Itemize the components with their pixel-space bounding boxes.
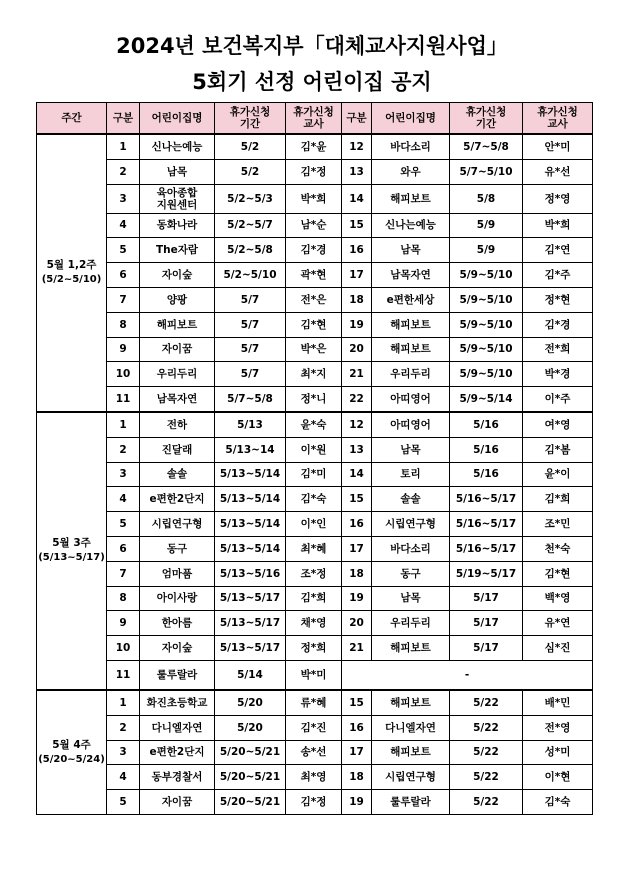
cell-teacher: 윤*이 [523,462,593,487]
cell-teacher: 안*미 [523,134,593,159]
cell-center: e편한2단지 [140,487,215,512]
cell-center: The자람 [140,238,215,263]
week-title: 5월 4주 [52,738,91,751]
cell-teacher: 최*영 [286,765,342,790]
cell-period: 5/20 [215,715,286,740]
table-row [37,159,593,184]
cell-teacher: 채*영 [286,611,342,636]
cell-period: 5/13~5/17 [215,611,286,636]
cell-center: 자이숲 [140,636,215,661]
cell-center: 자이꿈 [140,790,215,815]
cell-center: 전하 [140,412,215,437]
cell-period: 5/13~5/17 [215,586,286,611]
cell-center: 우리두리 [372,611,450,636]
header-no-2: 구분 [342,103,372,135]
cell-period: 5/17 [450,611,523,636]
cell-teacher: 여*영 [523,412,593,437]
table-row [37,586,593,611]
cell-no: 22 [342,387,372,412]
cell-period: 5/22 [450,790,523,815]
cell-center: 해피보트 [372,740,450,765]
cell-center: 해피보트 [372,337,450,362]
cell-period: 5/16~5/17 [450,512,523,537]
table-row [37,337,593,362]
cell-period: 5/22 [450,740,523,765]
cell-no: 2 [107,715,140,740]
table-row [37,561,593,586]
cell-teacher: 박*희 [286,184,342,213]
cell-teacher: 정*희 [286,636,342,661]
cell-center: 남목 [372,437,450,462]
cell-center: e편한2단지 [140,740,215,765]
table-row [37,636,593,661]
cell-center: 토리 [372,462,450,487]
cell-teacher: 김*숙 [286,487,342,512]
cell-teacher: 이*현 [523,765,593,790]
cell-no: 11 [107,387,140,412]
table-row [37,362,593,387]
cell-teacher: 윤*숙 [286,412,342,437]
cell-teacher: 김*주 [523,263,593,288]
selection-table [36,102,593,815]
cell-no: 8 [107,312,140,337]
cell-no: 4 [107,213,140,238]
cell-teacher: 김*경 [523,312,593,337]
table-row [37,611,593,636]
cell-period: 5/2~5/8 [215,238,286,263]
header-teacher-2: 휴가신청 교사 [523,103,593,135]
cell-center: 아띠영어 [372,387,450,412]
cell-period: 5/9~5/10 [450,337,523,362]
cell-period: 5/9~5/10 [450,263,523,288]
cell-teacher: 정*니 [286,387,342,412]
header-period-2: 휴가신청 기간 [450,103,523,135]
table-row [37,715,593,740]
cell-period: 5/22 [450,715,523,740]
table-row [37,462,593,487]
cell-period: 5/20~5/21 [215,740,286,765]
table-row [37,765,593,790]
cell-center: 신나는예능 [140,134,215,159]
table-row [37,740,593,765]
cell-teacher: 조*정 [286,561,342,586]
cell-no: 14 [342,462,372,487]
cell-teacher: 전*희 [523,337,593,362]
cell-center: 시립연구형 [140,512,215,537]
cell-center: 한아름 [140,611,215,636]
cell-center: 다니엘자연 [372,715,450,740]
cell-no: 19 [342,586,372,611]
cell-period: 5/13~5/14 [215,512,286,537]
week-label [37,412,107,690]
cell-center: 솔솔 [372,487,450,512]
cell-period: 5/9~5/10 [450,312,523,337]
table-header-row [37,103,593,135]
empty-cell-dash: - [342,660,593,690]
cell-period: 5/20~5/21 [215,790,286,815]
cell-center: 솔솔 [140,462,215,487]
cell-no: 7 [107,561,140,586]
cell-center: 해피보트 [372,312,450,337]
cell-period: 5/7 [215,312,286,337]
cell-period: 5/8 [450,184,523,213]
cell-center: 양팡 [140,287,215,312]
cell-no: 2 [107,159,140,184]
cell-no: 10 [107,362,140,387]
cell-teacher: 박*경 [523,362,593,387]
cell-period: 5/13 [215,412,286,437]
cell-teacher: 정*영 [523,184,593,213]
cell-no: 2 [107,437,140,462]
notice-title-line2: 5회기 선정 어린이집 공지 [192,70,432,94]
cell-teacher: 송*선 [286,740,342,765]
cell-no: 15 [342,690,372,715]
notice-title-line1: 2024년 보건복지부「대체교사지원사업」 [116,34,508,58]
cell-teacher: 김*희 [523,487,593,512]
cell-teacher: 김*봄 [523,437,593,462]
table-row [37,184,593,213]
cell-period: 5/16 [450,462,523,487]
cell-teacher: 김*진 [286,715,342,740]
cell-no: 12 [342,412,372,437]
cell-teacher: 김*정 [286,790,342,815]
cell-teacher: 조*민 [523,512,593,537]
cell-period: 5/13~14 [215,437,286,462]
cell-teacher: 유*선 [523,159,593,184]
cell-center: 진달래 [140,437,215,462]
cell-center: 시립연구형 [372,512,450,537]
week-period: (5/2~5/10) [41,274,102,286]
cell-center: e편한세상 [372,287,450,312]
cell-no: 6 [107,263,140,288]
week-label [37,134,107,412]
cell-no: 5 [107,790,140,815]
cell-period: 5/7 [215,362,286,387]
cell-center: 바다소리 [372,536,450,561]
cell-teacher: 천*숙 [523,536,593,561]
cell-period: 5/2 [215,134,286,159]
cell-no: 13 [342,437,372,462]
cell-center: 룰루랄라 [372,790,450,815]
cell-center: 우리두리 [372,362,450,387]
cell-teacher: 유*연 [523,611,593,636]
table-row [37,213,593,238]
cell-center: 동부경찰서 [140,765,215,790]
cell-teacher: 김*정 [286,159,342,184]
cell-teacher: 백*영 [523,586,593,611]
cell-teacher: 김*현 [286,312,342,337]
cell-no: 14 [342,184,372,213]
cell-teacher: 박*희 [523,213,593,238]
cell-no: 10 [107,636,140,661]
header-no: 구분 [107,103,140,135]
cell-teacher: 김*윤 [286,134,342,159]
cell-center: 육아종합 지원센터 [140,184,215,213]
cell-period: 5/17 [450,636,523,661]
cell-center: 화진초등학교 [140,690,215,715]
cell-center: 남목자연 [140,387,215,412]
cell-period: 5/13~5/14 [215,487,286,512]
cell-no: 12 [342,134,372,159]
cell-period: 5/14 [215,660,286,690]
cell-period: 5/17 [450,586,523,611]
cell-period: 5/2 [215,159,286,184]
cell-center: 동화나라 [140,213,215,238]
cell-no: 18 [342,561,372,586]
cell-period: 5/13~5/17 [215,636,286,661]
cell-center: 엄마품 [140,561,215,586]
cell-center: 다니엘자연 [140,715,215,740]
cell-no: 18 [342,287,372,312]
cell-center: 동구 [372,561,450,586]
week-label [37,690,107,814]
cell-teacher: 김*희 [286,586,342,611]
cell-period: 5/7 [215,287,286,312]
cell-teacher: 정*현 [523,287,593,312]
cell-period: 5/20~5/21 [215,765,286,790]
header-teacher: 휴가신청 교사 [286,103,342,135]
week-title: 5월 1,2주 [46,259,97,272]
cell-period: 5/13~5/16 [215,561,286,586]
table-row [37,512,593,537]
cell-period: 5/16 [450,437,523,462]
cell-teacher: 김*경 [286,238,342,263]
cell-period: 5/19~5/17 [450,561,523,586]
cell-teacher: 곽*현 [286,263,342,288]
week-title: 5월 3주 [52,537,91,550]
cell-teacher: 이*원 [286,437,342,462]
cell-center: 룰루랄라 [140,660,215,690]
table-row [37,238,593,263]
cell-no: 3 [107,740,140,765]
cell-center: 남목 [140,159,215,184]
cell-period: 5/13~5/14 [215,536,286,561]
week-period: (5/20~5/24) [38,753,105,765]
table-row [37,134,593,159]
cell-period: 5/22 [450,690,523,715]
cell-teacher: 김*미 [286,462,342,487]
cell-no: 19 [342,790,372,815]
cell-teacher: 남*순 [286,213,342,238]
cell-period: 5/9 [450,213,523,238]
cell-center: 와우 [372,159,450,184]
cell-center: 해피보트 [372,636,450,661]
cell-period: 5/7 [215,337,286,362]
table-row [37,536,593,561]
cell-no: 17 [342,536,372,561]
header-center-2: 어린이집명 [372,103,450,135]
cell-period: 5/9 [450,238,523,263]
header-center: 어린이집명 [140,103,215,135]
cell-no: 15 [342,213,372,238]
week-period: (5/13~5/17) [38,552,105,564]
cell-no: 11 [107,660,140,690]
cell-no: 16 [342,238,372,263]
cell-no: 8 [107,586,140,611]
cell-center: 아띠영어 [372,412,450,437]
cell-center: 해피보트 [372,690,450,715]
table-row [37,387,593,412]
cell-no: 16 [342,512,372,537]
cell-teacher: 전*은 [286,287,342,312]
cell-center: 자이꿈 [140,337,215,362]
cell-no: 4 [107,765,140,790]
cell-no: 21 [342,636,372,661]
table-row [37,660,593,690]
cell-center: 해피보트 [140,312,215,337]
cell-teacher: 박*은 [286,337,342,362]
cell-period: 5/16 [450,412,523,437]
cell-teacher: 김*숙 [523,790,593,815]
cell-teacher: 김*연 [523,238,593,263]
cell-teacher: 김*현 [523,561,593,586]
cell-period: 5/2~5/3 [215,184,286,213]
cell-center: 남목 [372,586,450,611]
cell-period: 5/16~5/17 [450,487,523,512]
cell-teacher: 성*미 [523,740,593,765]
cell-period: 5/9~5/10 [450,287,523,312]
table-row [37,287,593,312]
header-period: 휴가신청 기간 [215,103,286,135]
cell-teacher: 최*지 [286,362,342,387]
cell-center: 동구 [140,536,215,561]
cell-period: 5/2~5/7 [215,213,286,238]
cell-no: 1 [107,134,140,159]
cell-no: 19 [342,312,372,337]
cell-period: 5/22 [450,765,523,790]
cell-teacher: 최*혜 [286,536,342,561]
table-row [37,263,593,288]
cell-no: 18 [342,765,372,790]
cell-period: 5/9~5/10 [450,362,523,387]
cell-center: 시립연구형 [372,765,450,790]
cell-center: 남목자연 [372,263,450,288]
cell-center: 남목 [372,238,450,263]
cell-no: 13 [342,159,372,184]
table-row [37,437,593,462]
header-week: 주간 [37,103,107,135]
cell-teacher: 이*인 [286,512,342,537]
cell-no: 1 [107,412,140,437]
cell-center: 해피보트 [372,184,450,213]
cell-period: 5/16~5/17 [450,536,523,561]
cell-period: 5/2~5/10 [215,263,286,288]
cell-no: 6 [107,536,140,561]
cell-no: 20 [342,337,372,362]
table-row [37,690,593,715]
cell-teacher: 박*미 [286,660,342,690]
cell-teacher: 이*주 [523,387,593,412]
cell-teacher: 심*진 [523,636,593,661]
cell-teacher: 류*혜 [286,690,342,715]
cell-period: 5/13~5/14 [215,462,286,487]
cell-no: 17 [342,740,372,765]
cell-teacher: 배*민 [523,690,593,715]
cell-period: 5/7~5/8 [215,387,286,412]
cell-no: 20 [342,611,372,636]
cell-center: 우리두리 [140,362,215,387]
cell-period: 5/20 [215,690,286,715]
table-row [37,312,593,337]
cell-no: 5 [107,238,140,263]
cell-center: 신나는예능 [372,213,450,238]
cell-no: 4 [107,487,140,512]
cell-no: 7 [107,287,140,312]
cell-no: 9 [107,611,140,636]
cell-no: 15 [342,487,372,512]
cell-teacher: 전*영 [523,715,593,740]
cell-center: 자이숲 [140,263,215,288]
cell-period: 5/7~5/8 [450,134,523,159]
cell-no: 9 [107,337,140,362]
cell-no: 3 [107,184,140,213]
table-row [37,412,593,437]
cell-period: 5/7~5/10 [450,159,523,184]
cell-period: 5/9~5/14 [450,387,523,412]
cell-no: 1 [107,690,140,715]
cell-no: 17 [342,263,372,288]
cell-no: 21 [342,362,372,387]
cell-center: 아이사랑 [140,586,215,611]
table-row [37,790,593,815]
cell-center: 바다소리 [372,134,450,159]
table-row [37,487,593,512]
cell-no: 16 [342,715,372,740]
cell-no: 5 [107,512,140,537]
cell-no: 3 [107,462,140,487]
